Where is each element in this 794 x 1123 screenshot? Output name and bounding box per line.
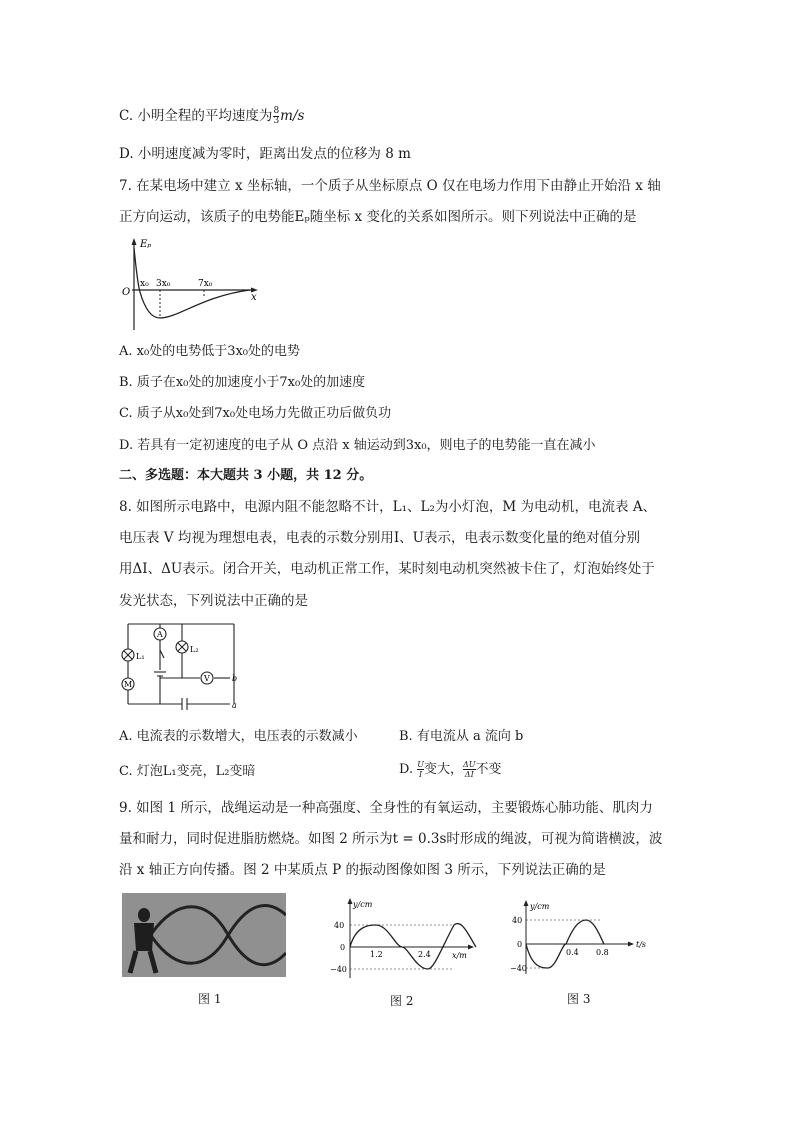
q9-wave-graph	[330, 898, 480, 980]
q8-stem-line-1: 8. 如图所示电路中，电源内阻不能忽略不计，L₁、L₂为小灯泡，M 为电动机，电流表 A、	[119, 499, 657, 515]
q8-circuit-motor-label: M	[124, 680, 133, 689]
section-heading-multiple-choice: 二、多选题：本大题共 3 小题，共 12 分。	[119, 468, 373, 483]
q9-graph2-x2: 2.4	[418, 950, 431, 959]
q9-graph3-x2: 0.8	[596, 948, 609, 957]
q8-option-d-fraction-u-i: $\frac{U}{I}$	[417, 760, 424, 779]
q6-option-c-fraction: $\frac{8}{3}$	[273, 106, 280, 126]
q7-stem-line-1: 7. 在某电场中建立 x 坐标轴，一个质子从坐标原点 O 仅在电场力作用下由静止开始沿 x 轴	[119, 178, 661, 194]
q8-circuit-a-label: a	[232, 701, 237, 710]
q8-option-d: D. $\frac{U}{I}$ 变大， $\frac{\Delta U}{\Delta I}$ 不变	[399, 760, 502, 779]
q6-option-d: D. 小明速度减为零时，距离出发点的位移为 8 m	[119, 146, 411, 162]
q7-option-d: D. 若具有一定初速度的电子从 O 点沿 x 轴运动到3x₀，则电子的电势能一直在减小	[119, 438, 596, 453]
q8-option-b: B. 有电流从 a 流向 b	[399, 729, 524, 744]
q9-stem-line-3: 沿 x 轴正方向传播。图 2 中某质点 P 的振动图像如图 3 所示，下列说法正确的是	[119, 862, 606, 878]
q9-figure-1-caption: 图 1	[198, 992, 222, 1006]
q9-graph3-y-pos: 40	[512, 916, 523, 925]
q9-graph2-ylabel: y/cm	[353, 900, 373, 909]
q8-circuit-l2-label: L₂	[190, 645, 199, 654]
q9-vibration-graph	[512, 900, 662, 976]
q6-option-c-text: C. 小明全程的平均速度为	[119, 108, 273, 124]
q7-potential-energy-graph	[118, 238, 268, 333]
q8-circuit-diagram	[120, 622, 240, 708]
q7-graph-xlabel: x	[251, 292, 257, 303]
q7-option-a: A. x₀处的电势低于3x₀处的电势	[119, 344, 301, 359]
q9-graph3-x1: 0.4	[566, 948, 579, 957]
q7-option-c: C. 质子从x₀处到7x₀处电场力先做正功后做负功	[119, 406, 392, 421]
q8-option-d-fraction-du-di: $\frac{\Delta U}{\Delta I}$	[463, 760, 476, 779]
q9-figure-3-caption: 图 3	[567, 992, 591, 1006]
q8-stem-line-3: 用ΔI、ΔU表示。闭合开关，电动机正常工作，某时刻电动机突然被卡住了，灯泡始终处于	[119, 561, 655, 577]
q8-circuit-b-label: b	[232, 674, 238, 683]
q9-stem-line-2: 量和耐力，同时促进脂肪燃烧。如图 2 所示为t = 0.3s时形成的绳波，可视为简谐横波，波	[119, 831, 663, 847]
q7-graph-tick-3x0: 3x₀	[156, 279, 171, 289]
q9-graph3-xlabel: t/s	[636, 940, 647, 949]
q8-circuit-voltmeter-label: V	[204, 674, 210, 683]
q9-battle-rope-photo	[122, 893, 286, 977]
q7-graph-tick-x0: x₀	[140, 279, 149, 289]
q9-graph2-x1: 1.2	[370, 950, 383, 959]
q6-option-c-unit: m/s	[280, 108, 305, 124]
q8-circuit-ammeter-label: A	[157, 630, 163, 639]
q7-option-b: B. 质子在x₀处的加速度小于7x₀处的加速度	[119, 375, 366, 390]
q9-graph2-y-zero: 0	[340, 943, 346, 952]
q7-graph-tick-7x0: 7x₀	[198, 279, 213, 289]
q9-graph3-y-neg: −40	[510, 964, 527, 973]
q9-stem-line-1: 9. 如图 1 所示，战绳运动是一种高强度、全身性的有氧运动，主要锻炼心肺功能、肌肉力	[119, 800, 653, 816]
q9-graph3-ylabel: y/cm	[530, 902, 550, 911]
q7-stem-line-2: 正方向运动，该质子的电势能Eₚ随坐标 x 变化的关系如图所示。则下列说法中正确的是	[119, 209, 637, 225]
q8-stem-line-2: 电压表 V 均视为理想电表，电表的示数分别用I、U表示，电表示数变化量的绝对值分别	[119, 530, 641, 546]
q8-circuit-l1-label: L₁	[136, 652, 145, 661]
q9-figure-2-caption: 图 2	[390, 994, 414, 1008]
q6-option-c	[119, 107, 304, 126]
q9-graph2-y-neg: −40	[330, 965, 347, 974]
q7-graph-origin: O	[122, 287, 131, 298]
q8-option-c: C. 灯泡L₁变亮，L₂变暗	[119, 764, 256, 779]
q9-graph2-y-pos: 40	[334, 921, 345, 930]
q9-graph2-xlabel: x/m	[452, 951, 467, 960]
q8-option-a: A. 电流表的示数增大，电压表的示数减小	[119, 729, 358, 744]
q7-graph-ylabel: Eₚ	[140, 239, 152, 250]
q9-graph3-y-zero: 0	[517, 940, 523, 949]
q8-stem-line-4: 发光状态，下列说法中正确的是	[119, 593, 308, 609]
